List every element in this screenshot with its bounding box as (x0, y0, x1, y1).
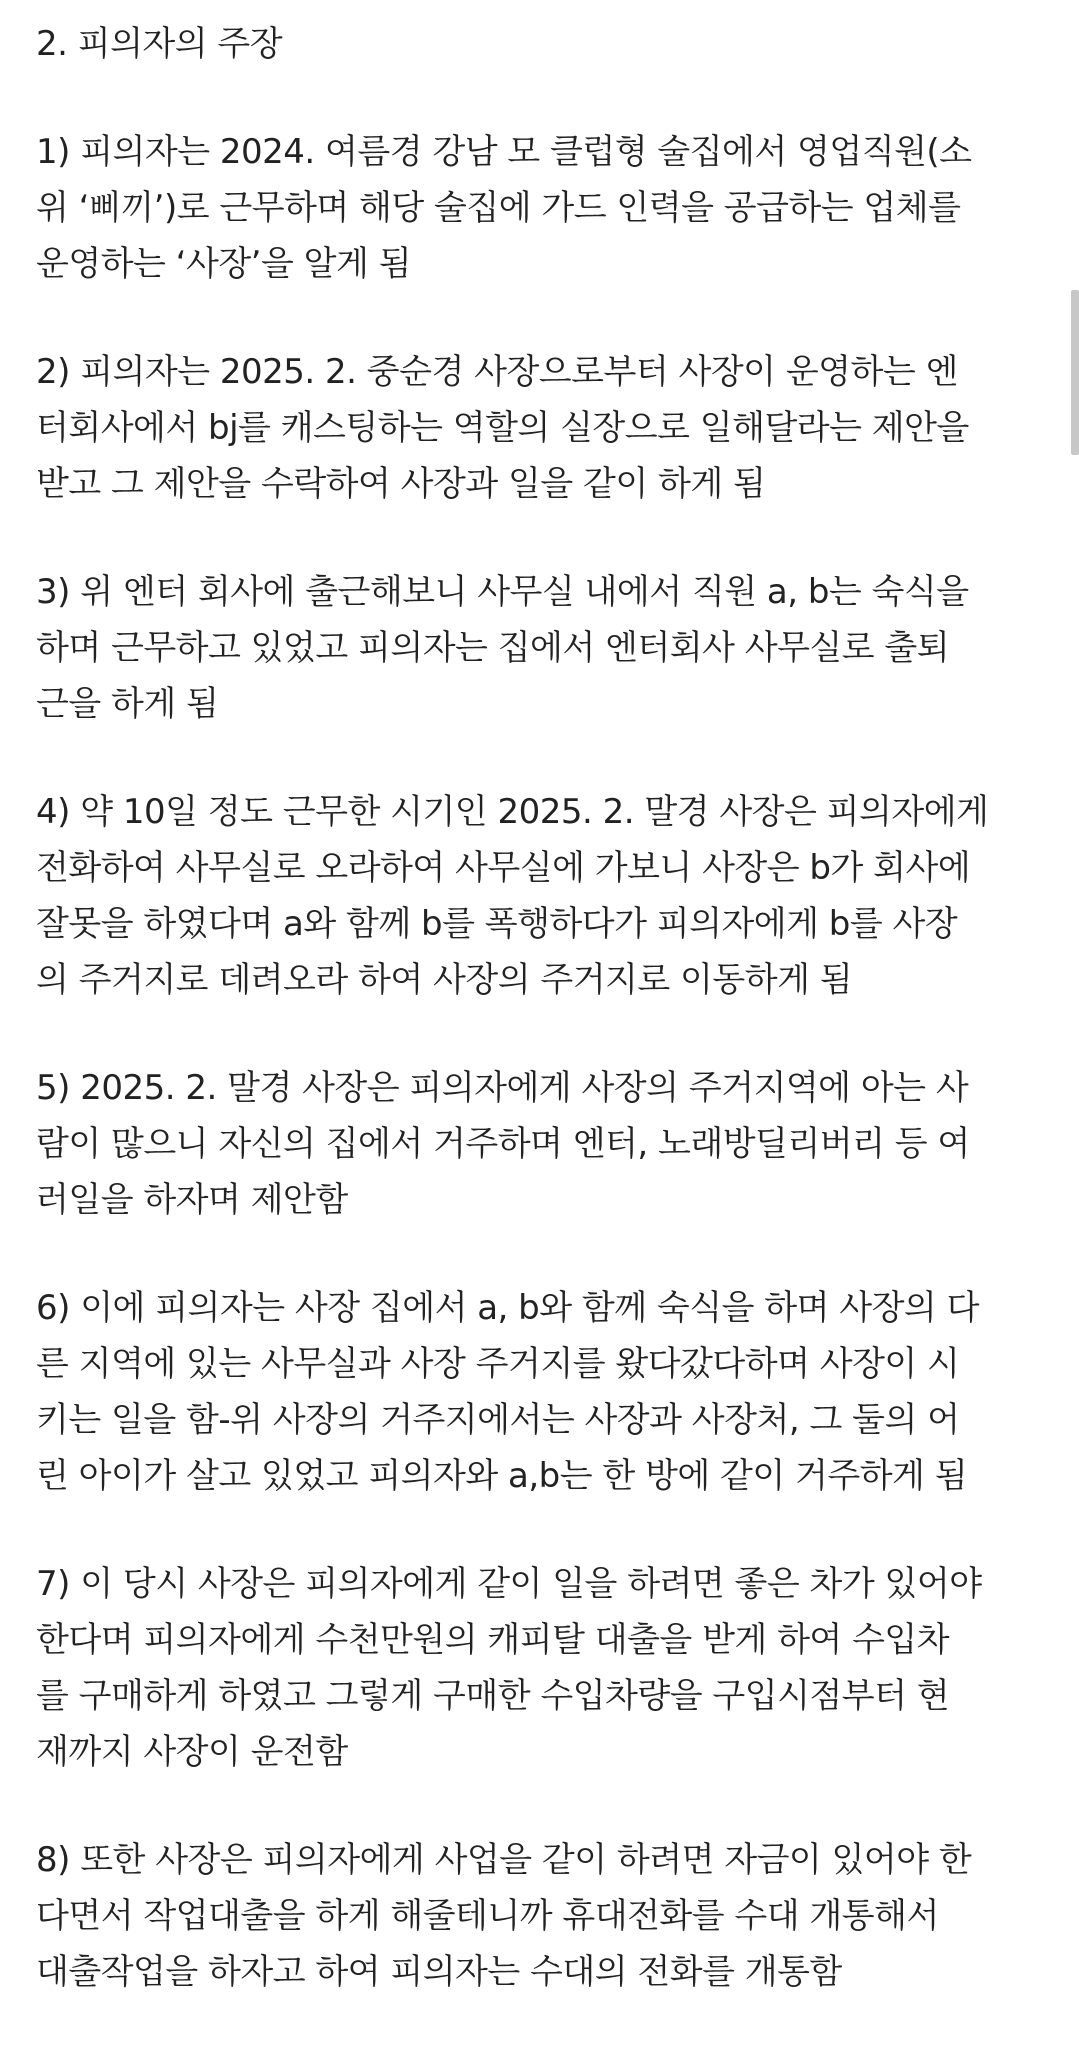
text-line: 운영하는 ‘사장’을 알게 됨 (36, 244, 411, 284)
paragraph-3 (36, 564, 1046, 732)
paragraph-8 (36, 1832, 1046, 2000)
text-line: 한다며 피의자에게 수천만원의 캐피탈 대출을 받게 하여 수입차 (36, 1620, 950, 1660)
text-line: 다면서 작업대출을 하게 해줄테니까 휴대전화를 수대 개통해서 (36, 1896, 939, 1936)
text-line: 대출작업을 하자고 하여 피의자는 수대의 전화를 개통함 (36, 1952, 842, 1992)
text-line: 3) 위 엔터 회사에 출근해보니 사무실 내에서 직원 a, b는 숙식을 (36, 572, 969, 612)
text-line: 하며 근무하고 있었고 피의자는 집에서 엔터회사 사무실로 출퇴 (36, 628, 950, 668)
paragraph-4 (36, 784, 1046, 1008)
text-line: 1) 피의자는 2024. 여름경 강남 모 클럽형 술집에서 영업직원(소 (36, 132, 972, 172)
text-line: 린 아이가 살고 있었고 피의자와 a,b는 한 방에 같이 거주하게 됨 (36, 1456, 968, 1496)
paragraph-2 (36, 344, 1046, 512)
text-line: 를 구매하게 하였고 그렇게 구매한 수입차량을 구입시점부터 현 (36, 1676, 950, 1716)
text-line: 잘못을 하였다며 a와 함께 b를 폭행하다가 피의자에게 b를 사장 (36, 904, 958, 944)
text-line: 받고 그 제안을 수락하여 사장과 일을 같이 하게 됨 (36, 464, 766, 504)
paragraph-5 (36, 1060, 1046, 1228)
paragraph-1 (36, 124, 1046, 292)
text-line: 2) 피의자는 2025. 2. 중순경 사장으로부터 사장이 운영하는 엔 (36, 352, 958, 392)
paragraph-6 (36, 1280, 1046, 1504)
text-line: 의 주거지로 데려오라 하여 사장의 주거지로 이동하게 됨 (36, 960, 853, 1000)
text-line: 전화하여 사무실로 오라하여 사무실에 가보니 사장은 b가 회사에 (36, 848, 971, 888)
text-line: 6) 이에 피의자는 사장 집에서 a, b와 함께 숙식을 하며 사장의 다 (36, 1288, 979, 1328)
text-line: 8) 또한 사장은 피의자에게 사업을 같이 하려면 자금이 있어야 한 (36, 1840, 972, 1880)
text-line: 5) 2025. 2. 말경 사장은 피의자에게 사장의 주거지역에 아는 사 (36, 1068, 969, 1108)
text-line: 러일을 하자며 제안함 (36, 1180, 348, 1220)
paragraph-7 (36, 1556, 1046, 1780)
section-heading: 2. 피의자의 주장 (36, 24, 283, 64)
text-line: 람이 많으니 자신의 집에서 거주하며 엔터, 노래방딜리버리 등 여 (36, 1124, 970, 1164)
text-line: 른 지역에 있는 사무실과 사장 주거지를 왔다갔다하며 사장이 시 (36, 1344, 960, 1384)
text-line: 7) 이 당시 사장은 피의자에게 같이 일을 하려면 좋은 차가 있어야 (36, 1564, 982, 1604)
text-line: 재까지 사장이 운전함 (36, 1732, 348, 1772)
text-line: 키는 일을 함-위 사장의 거주지에서는 사장과 사장처, 그 둘의 어 (36, 1400, 960, 1440)
text-line: 4) 약 10일 정도 근무한 시기인 2025. 2. 말경 사장은 피의자에게 (36, 792, 989, 832)
text-line: 근을 하게 됨 (36, 684, 219, 724)
scrollbar-thumb[interactable] (1071, 290, 1079, 455)
document-body (36, 16, 1046, 2052)
text-line: 위 ‘삐끼’)로 근무하며 해당 술집에 가드 인력을 공급하는 업체를 (36, 188, 961, 228)
text-line: 터회사에서 bj를 캐스팅하는 역할의 실장으로 일해달라는 제안을 (36, 408, 969, 448)
